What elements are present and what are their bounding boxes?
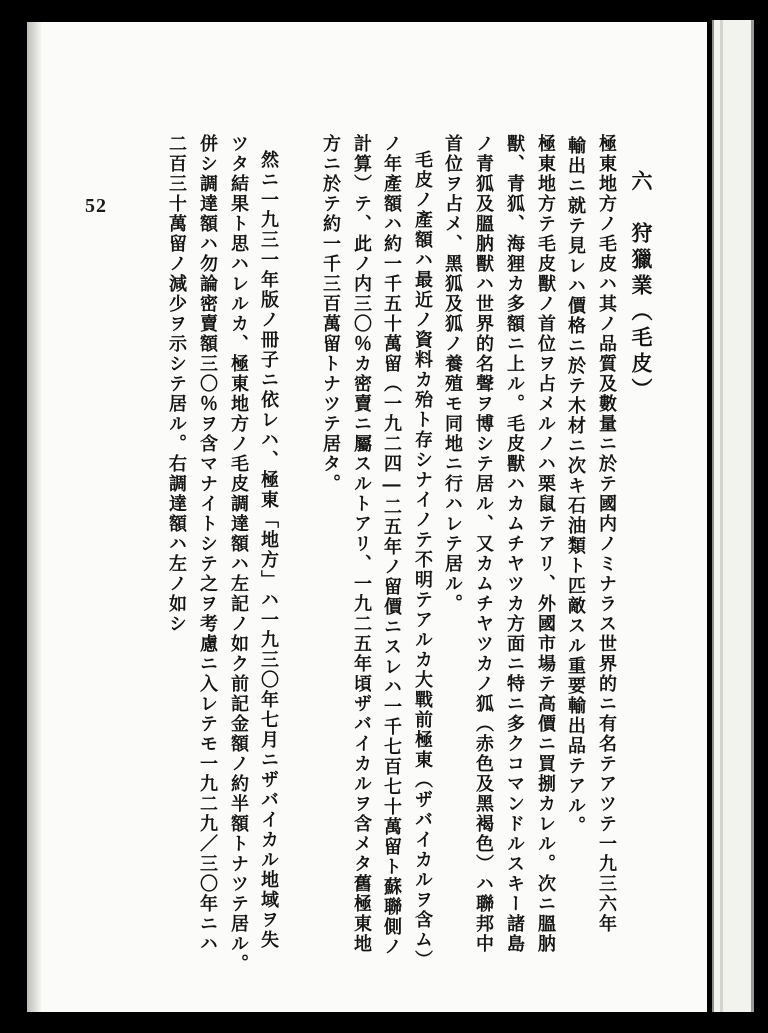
page-fold-line <box>720 20 723 1012</box>
text-column-2: 輸出ニ就テ見レハ價格ニ於テ木材ニ次キ石油類ト匹敵スル重要輸出品テアル。 <box>565 136 586 836</box>
text-column-7: 毛皮ノ產額ハ最近ノ資料カ殆ト存シナイノテ不明テアルカ大戰前極東（ザバイカルヲ含ム） <box>412 150 433 970</box>
text-column-11: 然ニ一九三一年版ノ冊子ニ依レハ、極東「地方」ハ一九三〇年七月ニザバイカル地域ヲ失 <box>258 150 279 950</box>
text-column-13: 併シ調達額ハ勿論密賣額三〇％ヲ含マナイトシテ之ヲ考慮ニ入レテモ一九二九／三〇年ニハ <box>197 134 218 954</box>
text-column-3: 極東地方テ毛皮獸ノ首位ヲ占メルノハ栗鼠テアリ、外國市場テ高價ニ買捌カレル。次ニ膃肭 <box>535 134 556 954</box>
text-column-14: 二百三十萬留ノ減少ヲ示シテ居ル。右調達額ハ左ノ如シ <box>166 134 187 634</box>
page-number: 52 <box>85 195 107 217</box>
text-column-1: 極東地方ノ毛皮ハ其ノ品質及數量ニ於テ國内ノミナラス世界的ニ有名テアツテ一九三六年 <box>596 134 617 934</box>
next-page-edge <box>712 20 754 1012</box>
page-edge-line <box>751 20 754 1012</box>
text-column-10: 方ニ於テ約一千三百萬留トナツテ居タ。 <box>320 134 341 494</box>
text-column-6: 首位ヲ占メ、黑狐及狐ノ養殖モ同地ニ行ハレテ居ル。 <box>442 134 463 614</box>
text-column-5: ノ青狐及膃肭獸ハ世界的名聲ヲ博シテ居ル、又カムチヤツカノ狐（赤色及黑褐色）ハ聯邦中 <box>473 134 494 954</box>
text-column-9: 計算）テ、此ノ内三〇％カ密賣ニ屬スルトアリ、一九二五年頃ザバイカルヲ含メタ舊極東地 <box>351 134 372 954</box>
text-column-8: ノ年產額ハ約一千五十萬留（一九二四―二五年ノ留價ニスレハ一千七百七十萬留ト蘇聯側ノ <box>381 134 402 957</box>
page-gutter-shadow <box>27 22 41 1012</box>
section-heading: 六 狩獵業（毛皮） <box>629 170 654 404</box>
text-column-4: 獸、青狐、海狸カ多額ニ上ル。毛皮獸ハカムチヤツカ方面ニ特ニ多クコマンドルスキー諸島 <box>504 134 525 954</box>
text-column-12: ツタ結果ト思ハレルカ、極東地方ノ毛皮調達額ハ左記ノ如ク前記金額ノ約半額トナツテ居ル。 <box>228 134 249 974</box>
book-page <box>27 22 707 1012</box>
